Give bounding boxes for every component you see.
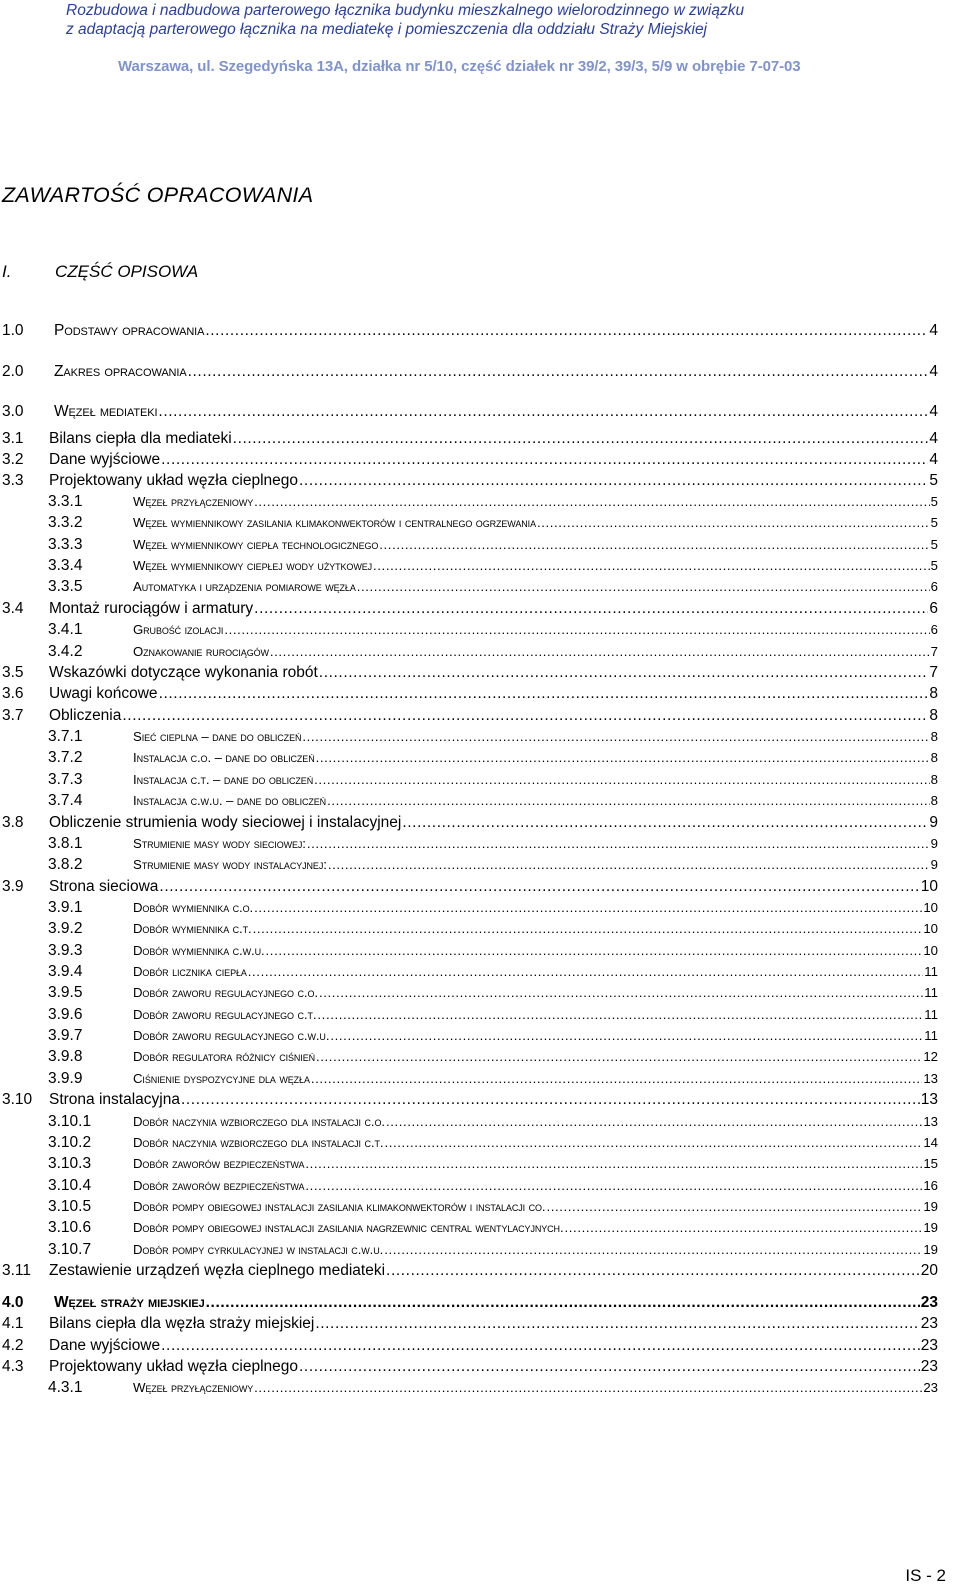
toc-entry-number: 3.8 — [2, 814, 24, 831]
toc-entry-number: 3.10 — [2, 1091, 33, 1108]
toc-entry-title: Bilans ciepła dla mediateki — [49, 430, 232, 447]
toc-entry-page: 14 — [923, 1135, 938, 1150]
toc-dot-leader — [266, 943, 923, 958]
toc-entry[interactable] — [48, 984, 938, 1002]
toc-entry-number: 3.10.4 — [48, 1177, 92, 1194]
toc-entry-title: Uwagi końcowe — [49, 685, 158, 702]
toc-dot-leader — [328, 857, 930, 872]
toc-entry-number: 4.1 — [2, 1315, 24, 1332]
toc-entry-number: 3.9.8 — [48, 1048, 83, 1065]
toc-entry-number: 4.0 — [2, 1294, 24, 1311]
toc-entry-title: Montaż rurociągów i armatury — [49, 600, 254, 617]
toc-dot-leader — [159, 685, 929, 703]
toc-entry-title: Projektowany układ węzła cieplnego — [49, 472, 299, 489]
toc-entry-page: 9 — [930, 857, 938, 872]
toc-entry-page: 10 — [923, 921, 938, 936]
toc-entry[interactable] — [2, 685, 938, 703]
toc-entry-number: 4.3.1 — [48, 1379, 83, 1396]
toc-entry-title: Zestawienie urządzeń węzła cieplnego mediateki — [49, 1262, 386, 1279]
toc-entry-page: 4 — [929, 403, 938, 420]
toc-dot-leader — [302, 729, 929, 744]
toc-dot-leader — [253, 921, 923, 936]
toc-entry-page: 5 — [930, 494, 938, 509]
toc-entry[interactable] — [2, 472, 938, 490]
toc-dot-leader — [357, 579, 930, 594]
toc-dot-leader — [315, 1315, 919, 1333]
toc-entry-number: 3.9 — [2, 878, 24, 895]
toc-entry-title: Dobór zaworu regulacyjnego c.w.u. — [133, 1028, 330, 1043]
toc-entry-number: 3.3.1 — [48, 493, 83, 510]
toc-entry-title: Oznakowanie rurociągów — [133, 644, 269, 659]
toc-entry-title: Projektowany układ węzła cieplnego — [49, 1358, 299, 1375]
toc-entry-number: 3.10.1 — [48, 1113, 92, 1130]
toc-entry-title: Strona instalacyjna — [49, 1091, 180, 1108]
toc-entry[interactable] — [2, 403, 938, 421]
toc-entry-title: Automatyka i urządzenia pomiarowe węzła — [133, 579, 356, 594]
toc-entry-title: Dobór regulatora różnicy ciśnień — [133, 1049, 316, 1064]
toc-entry-page: 23 — [920, 1337, 938, 1354]
toc-entry[interactable] — [48, 1113, 938, 1131]
toc-dot-leader — [314, 772, 930, 787]
toc-entry[interactable] — [2, 1358, 938, 1376]
toc-entry[interactable] — [2, 664, 938, 682]
toc-entry-number: 4.2 — [2, 1337, 24, 1354]
toc-entry-title: Dobór licznika ciepła — [133, 964, 247, 979]
toc-entry-number: 3.10.7 — [48, 1241, 92, 1258]
toc-dot-leader — [181, 1091, 920, 1109]
toc-entry-title: Obliczenie strumienia wody sieciowej i instalacyjnej — [49, 814, 402, 831]
toc-entry-number: 3.4.2 — [48, 643, 83, 660]
toc-entry-number: 3.10.2 — [48, 1134, 92, 1151]
toc-entry-title: Obliczenia — [49, 707, 122, 724]
toc-dot-leader — [319, 664, 929, 682]
toc-entry[interactable] — [2, 707, 938, 725]
toc-entry-page: 13 — [923, 1071, 938, 1086]
toc-entry[interactable] — [2, 1091, 938, 1109]
toc-entry-title: Instalacja c.o. – dane do obliczeń — [133, 750, 315, 765]
toc-entry-page: 8 — [930, 729, 938, 744]
toc-entry-page: 9 — [929, 814, 938, 831]
toc-entry-title: Dobór pompy obiegowej instalacji zasilania klimakonwektorów i instalacji co. — [133, 1199, 546, 1214]
toc-entry-page: 12 — [923, 1049, 938, 1064]
toc-entry-page: 19 — [923, 1242, 938, 1257]
toc-entry-title: Instalacja c.w.u. – dane do obliczeń — [133, 793, 327, 808]
toc-entry-page: 20 — [920, 1262, 938, 1279]
toc-entry-title: Dobór zaworów bezpieczeństwa — [133, 1178, 305, 1193]
toc-entry-number: 3.9.2 — [48, 920, 83, 937]
toc-dot-leader — [254, 900, 922, 915]
toc-entry-number: 3.8.1 — [48, 835, 83, 852]
toc-dot-leader — [386, 1114, 922, 1129]
toc-entry-title: Podstawy opracowania — [54, 322, 205, 339]
toc-entry[interactable] — [48, 578, 938, 596]
toc-entry-page: 11 — [924, 964, 938, 979]
toc-entry-number: 1.0 — [2, 322, 24, 339]
toc-dot-leader — [254, 494, 930, 509]
toc-entry-number: 3.4 — [2, 600, 24, 617]
toc-entry-page: 10 — [920, 878, 938, 895]
toc-entry-page: 8 — [930, 793, 938, 808]
toc-entry-page: 5 — [929, 472, 938, 489]
toc-entry-title: Grubość izolacji — [133, 622, 224, 637]
header-project-line-2: z adaptacją parterowego łącznika na mediatekę i pomieszczenia dla oddziału Straży Miejskiej — [66, 21, 708, 38]
toc-entry-number: 3.3 — [2, 472, 24, 489]
toc-entry-page: 4 — [929, 430, 938, 447]
toc-entry[interactable] — [2, 430, 938, 448]
toc-entry-title: Instalacja c.t. – dane do obliczeń — [133, 772, 314, 787]
toc-entry-title: Strona sieciowa — [49, 878, 159, 895]
toc-entry-page: 19 — [923, 1220, 938, 1235]
toc-entry-number: 3.9.3 — [48, 942, 83, 959]
toc-entry-page: 6 — [929, 600, 938, 617]
toc-entry-page: 4 — [929, 363, 938, 380]
toc-entry[interactable] — [48, 1177, 938, 1195]
toc-dot-leader — [254, 600, 928, 618]
toc-dot-leader — [565, 1220, 923, 1235]
toc-dot-leader — [299, 472, 928, 490]
toc-entry[interactable] — [48, 1155, 938, 1173]
toc-entry[interactable] — [48, 514, 938, 532]
toc-entry-number: 3.5 — [2, 664, 24, 681]
toc-entry[interactable] — [48, 536, 938, 554]
toc-entry-title: Ciśnienie dyspozycyjne dla węzła — [133, 1071, 310, 1086]
toc-entry-title: Dobór naczynia wzbiorczego dla instalacji c.t. — [133, 1135, 384, 1150]
toc-entry[interactable] — [48, 856, 938, 874]
toc-entry[interactable] — [48, 920, 938, 938]
toc-dot-leader — [188, 363, 929, 381]
toc-entry-number: 3.4.1 — [48, 621, 83, 638]
toc-entry-title: Węzeł wymiennikowy ciepłej wody użytkowej — [133, 558, 373, 573]
toc-entry[interactable] — [48, 1379, 938, 1397]
toc-entry[interactable] — [48, 771, 938, 789]
toc-entry-page: 16 — [923, 1178, 938, 1193]
toc-entry[interactable] — [48, 963, 938, 981]
toc-entry-title: Wskazówki dotyczące wykonania robót — [49, 664, 318, 681]
toc-entry-title: Sieć cieplna – dane do obliczeń — [133, 729, 302, 744]
toc-dot-leader — [384, 1242, 922, 1257]
toc-entry-title: Węzeł wymiennikowy zasilania klimakonwektorów i centralnego ogrzewania — [133, 515, 536, 530]
toc-dot-leader — [386, 1262, 920, 1280]
toc-entry-page: 19 — [923, 1199, 938, 1214]
toc-entry-page: 15 — [923, 1156, 938, 1171]
toc-entry[interactable] — [2, 1315, 938, 1333]
toc-entry-page: 9 — [930, 836, 938, 851]
toc-entry-page: 23 — [920, 1358, 938, 1375]
toc-entry-number: 3.10.5 — [48, 1198, 92, 1215]
toc-entry-title: Dobór wymiennika c.t. — [133, 921, 252, 936]
toc-entry[interactable] — [2, 600, 938, 618]
toc-entry-page: 13 — [923, 1114, 938, 1129]
toc-entry[interactable] — [48, 557, 938, 575]
toc-dot-leader — [248, 964, 924, 979]
toc-entry-number: 3.9.1 — [48, 899, 83, 916]
header-address-line: Warszawa, ul. Szegedyńska 13A, działka nr 5/10, część działek nr 39/2, 39/3, 5/9 w obrębie 7-07-03 — [118, 58, 801, 75]
toc-dot-leader — [327, 793, 930, 808]
toc-entry-page: 5 — [930, 558, 938, 573]
toc-entry[interactable] — [48, 749, 938, 767]
toc-dot-leader — [307, 836, 930, 851]
toc-entry-page: 13 — [920, 1091, 938, 1108]
toc-dot-leader — [537, 515, 930, 530]
toc-entry[interactable] — [2, 878, 938, 896]
toc-entry-page: 11 — [924, 985, 938, 1000]
toc-entry-number: 3.3.4 — [48, 557, 83, 574]
toc-entry-page: 8 — [929, 707, 938, 724]
toc-entry[interactable] — [48, 1027, 938, 1045]
toc-entry[interactable] — [48, 1048, 938, 1066]
toc-entry[interactable] — [48, 899, 938, 917]
toc-dot-leader — [546, 1199, 922, 1214]
toc-entry-number: 3.7.1 — [48, 728, 83, 745]
toc-entry-number: 3.7.3 — [48, 771, 83, 788]
toc-dot-leader — [330, 1028, 923, 1043]
toc-entry-page: 6 — [930, 579, 938, 594]
toc-dot-leader — [402, 814, 928, 832]
toc-entry-title: Dobór zaworów bezpieczeństwa — [133, 1156, 305, 1171]
toc-dot-leader — [311, 1071, 922, 1086]
toc-entry-title: Dobór naczynia wzbiorczego dla instalacji c.o. — [133, 1114, 385, 1129]
toc-entry-number: 3.3.5 — [48, 578, 83, 595]
toc-entry-title: Dane wyjściowe — [49, 451, 161, 468]
toc-entry[interactable] — [48, 1070, 938, 1088]
toc-dot-leader — [224, 622, 929, 637]
page-number-label: IS - 2 — [905, 1566, 946, 1585]
toc-dot-leader — [305, 1178, 922, 1193]
toc-entry-number: 3.9.5 — [48, 984, 83, 1001]
toc-dot-leader — [161, 451, 928, 469]
toc-entry-title: Bilans ciepła dla węzła straży miejskiej — [49, 1315, 315, 1332]
toc-entry[interactable] — [2, 814, 938, 832]
part-title-text: CZĘŚĆ OPISOWA — [55, 262, 199, 281]
toc-entry-page: 5 — [930, 515, 938, 530]
toc-entry-page: 10 — [923, 900, 938, 915]
toc-entry-page: 6 — [930, 622, 938, 637]
toc-entry[interactable] — [48, 792, 938, 810]
toc-entry[interactable] — [48, 835, 938, 853]
toc-entry-page: 5 — [930, 537, 938, 552]
toc-entry-title: Dane wyjściowe — [49, 1337, 161, 1354]
toc-entry-page: 23 — [920, 1294, 938, 1311]
toc-entry-number: 3.9.9 — [48, 1070, 83, 1087]
toc-dot-leader — [317, 1007, 923, 1022]
toc-entry-title: Dobór zaworu regulacyjnego c.o. — [133, 985, 318, 1000]
toc-entry[interactable] — [2, 322, 938, 340]
toc-entry-number: 3.10.6 — [48, 1219, 92, 1236]
toc-entry-page: 23 — [920, 1315, 938, 1332]
toc-entry-page: 8 — [929, 685, 938, 702]
header-project-line-1: Rozbudowa i nadbudowa parterowego łącznika budynku mieszkalnego wielorodzinnego w związku — [66, 2, 745, 19]
toc-entry-title: Węzeł wymiennikowy ciepła technologicznego — [133, 537, 379, 552]
toc-entry[interactable] — [48, 728, 938, 746]
toc-dot-leader — [299, 1358, 920, 1376]
toc-entry[interactable] — [2, 1337, 938, 1355]
toc-dot-leader — [316, 1049, 922, 1064]
toc-entry-title: Strumienie masy wody sieciowej: — [133, 836, 306, 851]
toc-dot-leader — [305, 1156, 922, 1171]
toc-entry[interactable] — [48, 493, 938, 511]
toc-dot-leader — [316, 750, 930, 765]
toc-entry-page: 10 — [923, 943, 938, 958]
toc-entry-page: 23 — [923, 1380, 938, 1395]
toc-entry-title: Dobór zaworu regulacyjnego c.t. — [133, 1007, 317, 1022]
toc-entry-page: 4 — [929, 322, 938, 339]
toc-entry-title: Dobór pompy cyrkulacyjnej w instalacji c.w.u. — [133, 1242, 384, 1257]
toc-entry-page: 4 — [929, 451, 938, 468]
toc-entry-number: 3.7.2 — [48, 749, 83, 766]
toc-entry-title: Strumienie masy wody instalacyjnej: — [133, 857, 327, 872]
toc-entry-title: Dobór wymiennika c.o. — [133, 900, 254, 915]
toc-entry-page: 11 — [924, 1028, 938, 1043]
toc-entry-title: Węzeł przyłączeniowy — [133, 494, 254, 509]
toc-entry-number: 3.11 — [2, 1262, 32, 1279]
toc-entry-number: 2.0 — [2, 363, 24, 380]
toc-entry-title: Węzeł przyłączeniowy — [133, 1380, 254, 1395]
toc-dot-leader — [233, 430, 929, 448]
part-number: I. — [2, 262, 12, 281]
toc-dot-leader — [254, 1380, 922, 1395]
toc-entry-number: 3.9.7 — [48, 1027, 83, 1044]
toc-dot-leader — [206, 1294, 920, 1312]
toc-entry-page: 7 — [929, 664, 938, 681]
toc-entry-title: Dobór wymiennika c.w.u. — [133, 943, 265, 958]
toc-entry[interactable] — [48, 1241, 938, 1259]
toc-entry-page: 7 — [930, 644, 938, 659]
toc-entry-number: 3.9.4 — [48, 963, 83, 980]
toc-dot-leader — [319, 985, 923, 1000]
toc-entry-number: 4.3 — [2, 1358, 24, 1375]
document-title: ZAWARTOŚĆ OPRACOWANIA — [2, 183, 314, 207]
toc-dot-leader — [159, 878, 919, 896]
toc-entry[interactable] — [2, 451, 938, 469]
toc-entry[interactable] — [2, 363, 938, 381]
toc-entry-number: 3.9.6 — [48, 1006, 83, 1023]
toc-entry[interactable] — [48, 1198, 938, 1216]
toc-entry-title: Węzeł straży miejskiej — [54, 1294, 205, 1311]
toc-entry-page: 8 — [930, 750, 938, 765]
toc-entry-title: Zakres opracowania — [54, 363, 187, 380]
toc-dot-leader — [158, 403, 928, 421]
toc-entry[interactable] — [2, 1262, 938, 1280]
toc-entry-number: 3.7 — [2, 707, 24, 724]
toc-entry-page: 11 — [924, 1007, 938, 1022]
toc-entry-title: Dobór pompy obiegowej instalacji zasilania nagrzewnic central wentylacyjnych. — [133, 1220, 564, 1235]
toc-dot-leader — [205, 322, 928, 340]
toc-dot-leader — [373, 558, 930, 573]
toc-entry-title: Węzeł mediateki — [54, 403, 158, 420]
toc-entry-number: 3.10.3 — [48, 1155, 92, 1172]
toc-entry-number: 3.2 — [2, 451, 24, 468]
toc-entry[interactable] — [48, 1006, 938, 1024]
toc-entry-number: 3.3.3 — [48, 536, 83, 553]
toc-dot-leader — [270, 644, 930, 659]
toc-entry[interactable] — [48, 621, 938, 639]
toc-entry[interactable] — [48, 1219, 938, 1237]
toc-entry[interactable] — [48, 1134, 938, 1152]
toc-entry-number: 3.8.2 — [48, 856, 83, 873]
toc-entry-number: 3.6 — [2, 685, 24, 702]
toc-dot-leader — [384, 1135, 922, 1150]
toc-entry[interactable] — [48, 942, 938, 960]
toc-entry-page: 8 — [930, 772, 938, 787]
toc-dot-leader — [161, 1337, 920, 1355]
toc-entry[interactable] — [48, 643, 938, 661]
toc-dot-leader — [122, 707, 928, 725]
toc-entry-number: 3.7.4 — [48, 792, 83, 809]
toc-entry-number: 3.0 — [2, 403, 24, 420]
toc-entry[interactable] — [2, 1294, 938, 1312]
toc-entry-number: 3.1 — [2, 430, 24, 447]
toc-entry-number: 3.3.2 — [48, 514, 83, 531]
toc-dot-leader — [379, 537, 929, 552]
